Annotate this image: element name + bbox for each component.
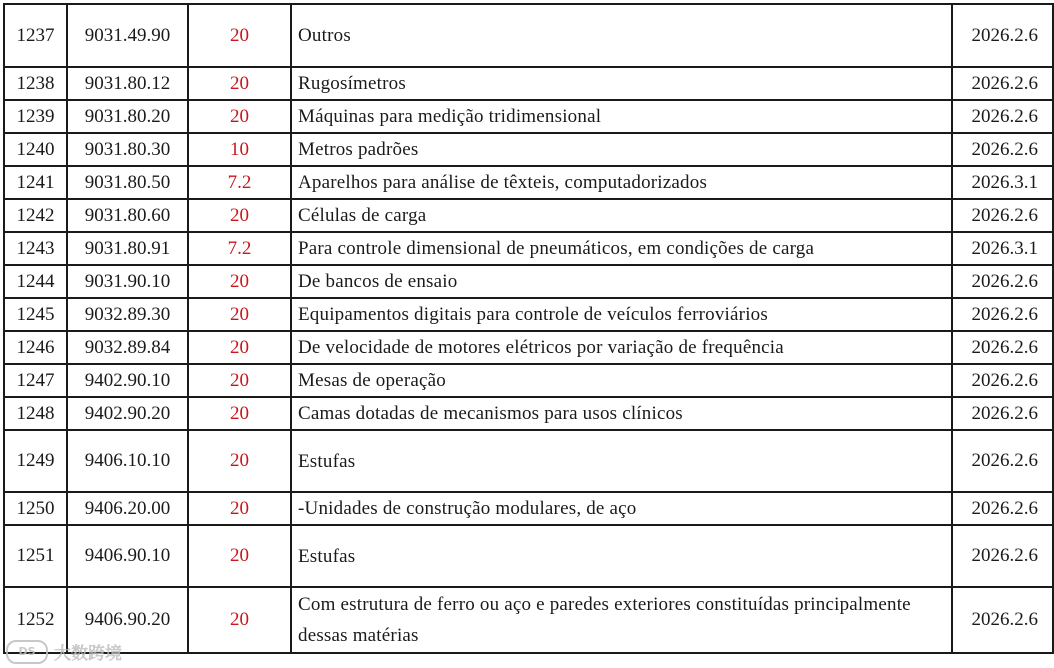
watermark-text: 大数跨境 xyxy=(54,644,122,664)
tariff-rate: 20 xyxy=(188,492,291,525)
row-number: 1251 xyxy=(4,525,67,587)
product-description: De velocidade de motores elétricos por variação de frequência xyxy=(291,331,952,364)
product-description: Aparelhos para análise de têxteis, computadorizados xyxy=(291,166,952,199)
product-description: Rugosímetros xyxy=(291,67,952,100)
row-number: 1244 xyxy=(4,265,67,298)
row-number: 1237 xyxy=(4,4,67,67)
tariff-rate: 20 xyxy=(188,364,291,397)
effective-date: 2026.2.6 xyxy=(952,67,1053,100)
ncm-code: 9032.89.30 xyxy=(67,298,188,331)
ncm-code: 9031.80.12 xyxy=(67,67,188,100)
table-row xyxy=(4,67,1053,100)
table-row xyxy=(4,4,1053,67)
product-description: Camas dotadas de mecanismos para usos clínicos xyxy=(291,397,952,430)
tariff-rate: 20 xyxy=(188,430,291,492)
ncm-code: 9406.90.20 xyxy=(67,587,188,653)
row-number: 1246 xyxy=(4,331,67,364)
row-number: 1239 xyxy=(4,100,67,133)
product-description: Mesas de operação xyxy=(291,364,952,397)
tariff-table-body xyxy=(4,4,1053,653)
effective-date: 2026.3.1 xyxy=(952,166,1053,199)
product-description: Estufas xyxy=(291,525,952,587)
ncm-code: 9031.80.60 xyxy=(67,199,188,232)
table-row xyxy=(4,100,1053,133)
tariff-table xyxy=(3,3,1054,654)
table-row xyxy=(4,166,1053,199)
product-description: Máquinas para medição tridimensional xyxy=(291,100,952,133)
effective-date: 2026.2.6 xyxy=(952,298,1053,331)
ncm-code: 9032.89.84 xyxy=(67,331,188,364)
product-description: Outros xyxy=(291,4,952,67)
table-row xyxy=(4,430,1053,492)
row-number: 1238 xyxy=(4,67,67,100)
product-description: Equipamentos digitais para controle de veículos ferroviários xyxy=(291,298,952,331)
effective-date: 2026.2.6 xyxy=(952,525,1053,587)
tariff-rate: 20 xyxy=(188,331,291,364)
tariff-rate: 7.2 xyxy=(188,166,291,199)
effective-date: 2026.2.6 xyxy=(952,397,1053,430)
tariff-rate: 20 xyxy=(188,525,291,587)
product-description: -Unidades de construção modulares, de aço xyxy=(291,492,952,525)
row-number: 1245 xyxy=(4,298,67,331)
effective-date: 2026.2.6 xyxy=(952,430,1053,492)
effective-date: 2026.2.6 xyxy=(952,133,1053,166)
effective-date: 2026.2.6 xyxy=(952,100,1053,133)
table-row xyxy=(4,397,1053,430)
table-row xyxy=(4,525,1053,587)
effective-date: 2026.2.6 xyxy=(952,199,1053,232)
watermark xyxy=(6,639,122,664)
ncm-code: 9406.10.10 xyxy=(67,430,188,492)
ncm-code: 9406.90.10 xyxy=(67,525,188,587)
tariff-rate: 10 xyxy=(188,133,291,166)
effective-date: 2026.2.6 xyxy=(952,492,1053,525)
product-description: Com estrutura de ferro ou aço e paredes exteriores constituídas principalmente dessas matérias xyxy=(291,587,952,653)
row-number: 1241 xyxy=(4,166,67,199)
ncm-code: 9031.49.90 xyxy=(67,4,188,67)
ncm-code: 9031.90.10 xyxy=(67,265,188,298)
product-description: De bancos de ensaio xyxy=(291,265,952,298)
row-number: 1242 xyxy=(4,199,67,232)
watermark-logo-icon: DS xyxy=(6,640,48,664)
tariff-rate: 20 xyxy=(188,100,291,133)
row-number: 1247 xyxy=(4,364,67,397)
table-row xyxy=(4,265,1053,298)
effective-date: 2026.2.6 xyxy=(952,4,1053,67)
tariff-rate: 20 xyxy=(188,265,291,298)
ncm-code: 9031.80.91 xyxy=(67,232,188,265)
product-description: Estufas xyxy=(291,430,952,492)
effective-date: 2026.3.1 xyxy=(952,232,1053,265)
tariff-rate: 7.2 xyxy=(188,232,291,265)
effective-date: 2026.2.6 xyxy=(952,265,1053,298)
row-number: 1252 xyxy=(4,587,67,653)
table-row xyxy=(4,133,1053,166)
table-row xyxy=(4,232,1053,265)
ncm-code: 9031.80.20 xyxy=(67,100,188,133)
product-description: Para controle dimensional de pneumáticos, em condições de carga xyxy=(291,232,952,265)
row-number: 1249 xyxy=(4,430,67,492)
row-number: 1250 xyxy=(4,492,67,525)
row-number: 1248 xyxy=(4,397,67,430)
ncm-code: 9402.90.20 xyxy=(67,397,188,430)
table-row xyxy=(4,587,1053,653)
table-row xyxy=(4,331,1053,364)
tariff-rate: 20 xyxy=(188,587,291,653)
effective-date: 2026.2.6 xyxy=(952,364,1053,397)
tariff-rate: 20 xyxy=(188,298,291,331)
table-row xyxy=(4,298,1053,331)
tariff-rate: 20 xyxy=(188,199,291,232)
ncm-code: 9031.80.30 xyxy=(67,133,188,166)
tariff-rate: 20 xyxy=(188,67,291,100)
effective-date: 2026.2.6 xyxy=(952,331,1053,364)
row-number: 1243 xyxy=(4,232,67,265)
table-row xyxy=(4,199,1053,232)
product-description: Células de carga xyxy=(291,199,952,232)
effective-date: 2026.2.6 xyxy=(952,587,1053,653)
row-number: 1240 xyxy=(4,133,67,166)
ncm-code: 9406.20.00 xyxy=(67,492,188,525)
product-description: Metros padrões xyxy=(291,133,952,166)
table-row xyxy=(4,364,1053,397)
ncm-code: 9402.90.10 xyxy=(67,364,188,397)
tariff-rate: 20 xyxy=(188,4,291,67)
table-row xyxy=(4,492,1053,525)
ncm-code: 9031.80.50 xyxy=(67,166,188,199)
tariff-rate: 20 xyxy=(188,397,291,430)
